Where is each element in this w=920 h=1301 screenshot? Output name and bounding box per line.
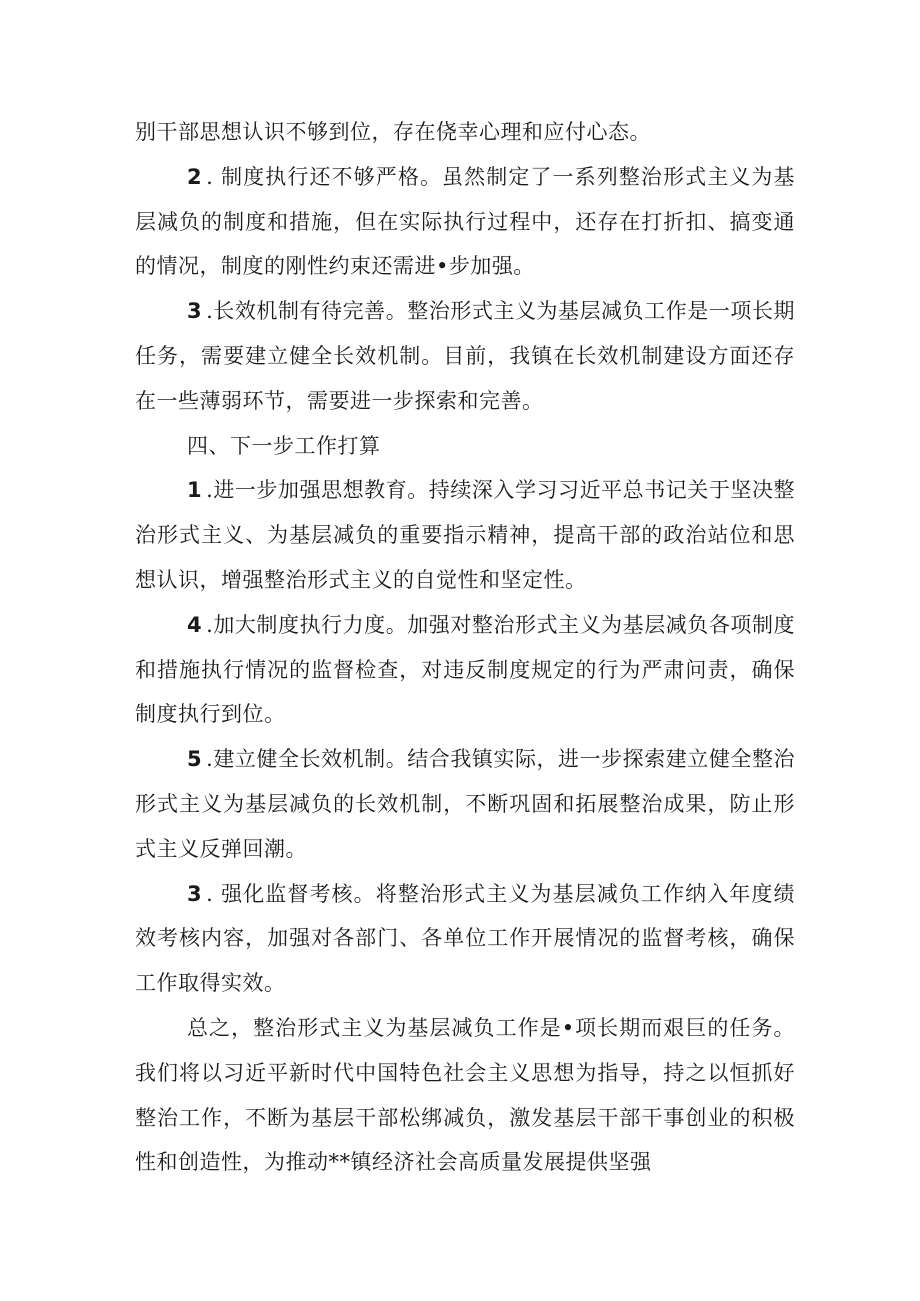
paragraph-item-2 xyxy=(135,155,795,289)
item-number: 4 xyxy=(187,612,203,637)
paragraph-text: .建立健全长效机制。结合我镇实际，进一步探索建立健全整治形式主义为基层减负的长效机制，不断巩固和拓展整治成果，防止形式主义反弹回潮。 xyxy=(135,747,795,861)
item-number: 3 xyxy=(187,299,203,324)
paragraph-text: .长效机制有待完善。整治形式主义为基层减负工作是一项长期任务，需要建立健全长效机制。目前，我镇在长效机制建设方面还存在一些薄弱环节，需要进一步探索和完善。 xyxy=(135,299,795,413)
paragraph-item-4 xyxy=(135,603,795,737)
paragraph-continuation xyxy=(135,110,795,155)
paragraph-text: .进一步加强思想教育。持续深入学习习近平总书记关于坚决整治形式主义、为基层减负的重要指示精神，提高干部的政治站位和思想认识，增强整治形式主义的自觉性和坚定性。 xyxy=(135,478,795,592)
paragraph-item-3b xyxy=(135,872,795,1006)
paragraph-text: . 强化监督考核。将整治形式主义为基层减负工作纳入年度绩效考核内容，加强对各部门、各单位工作开展情况的监督考核，确保工作取得实效。 xyxy=(135,881,795,996)
paragraph-item-1 xyxy=(135,468,795,602)
section-heading xyxy=(135,424,795,469)
item-number: 5 xyxy=(187,747,203,772)
section-heading-text: 四、下一步工作打算 xyxy=(187,433,381,458)
paragraph-text: .加大制度执行力度。加强对整治形式主义为基层减负各项制度和措施执行情况的监督检查，对违反制度规定的行为严肃问责，确保制度执行到位。 xyxy=(135,612,795,727)
item-number: 3 xyxy=(187,881,203,906)
paragraph-text: 别干部思想认识不够到位，存在侥幸心理和应付心态。 xyxy=(135,120,651,144)
item-number: 1 xyxy=(187,478,203,503)
paragraph-item-3 xyxy=(135,289,795,423)
paragraph-item-5 xyxy=(135,737,795,871)
paragraph-conclusion xyxy=(135,1006,795,1185)
item-number: 2 xyxy=(187,164,203,189)
paragraph-text: 总之，整治形式主义为基层减负工作是•项长期而艰巨的任务。我们将以习近平新时代中国特色社会主义思想为指导，持之以恒抓好整治工作，不断为基层干部松绑减负，激发基层干部干事创业的积极性和创造性，为推动**镇经济社会高质量发展提供坚强 xyxy=(135,1015,795,1175)
document-body xyxy=(135,110,795,1185)
paragraph-text: . 制度执行还不够严格。虽然制定了一系列整治形式主义为基层减负的制度和措施，但在实际执行过程中，还存在打折扣、搞变通的情况，制度的刚性约束还需进•步加强。 xyxy=(135,164,795,279)
